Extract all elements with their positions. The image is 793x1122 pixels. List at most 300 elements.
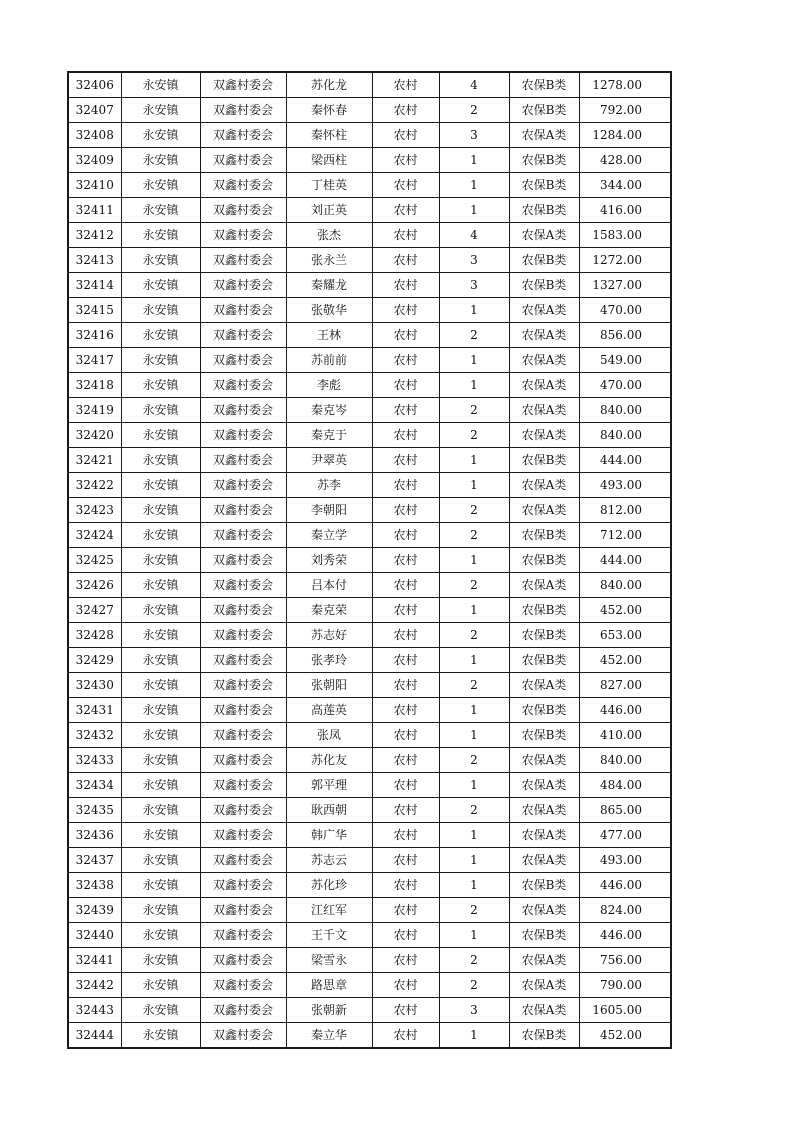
village-committee-cell: 双鑫村委会 [200, 1023, 286, 1049]
table-row [68, 448, 671, 473]
town-cell: 永安镇 [121, 598, 200, 623]
village-committee-cell: 双鑫村委会 [200, 323, 286, 348]
village-committee-cell: 双鑫村委会 [200, 448, 286, 473]
row-number-cell: 32409 [68, 148, 121, 173]
insurance-category-cell: 农保B类 [509, 198, 579, 223]
insurance-category-cell: 农保B类 [509, 623, 579, 648]
row-number-cell: 32436 [68, 823, 121, 848]
insurance-category-cell: 农保B类 [509, 723, 579, 748]
row-number-cell: 32406 [68, 72, 121, 98]
table-row [68, 398, 671, 423]
table-row [68, 72, 671, 98]
name-cell: 苏李 [286, 473, 372, 498]
insurance-category-cell: 农保A类 [509, 498, 579, 523]
insurance-category-cell: 农保A类 [509, 823, 579, 848]
village-committee-cell: 双鑫村委会 [200, 473, 286, 498]
household-type-cell: 农村 [372, 973, 439, 998]
village-committee-cell: 双鑫村委会 [200, 173, 286, 198]
amount-cell: 493.00 [579, 848, 671, 873]
amount-cell: 1583.00 [579, 223, 671, 248]
insurance-category-cell: 农保B类 [509, 523, 579, 548]
amount-cell: 856.00 [579, 323, 671, 348]
village-committee-cell: 双鑫村委会 [200, 798, 286, 823]
name-cell: 张敬华 [286, 298, 372, 323]
name-cell: 苏化珍 [286, 873, 372, 898]
amount-cell: 444.00 [579, 448, 671, 473]
amount-cell: 1284.00 [579, 123, 671, 148]
name-cell: 王林 [286, 323, 372, 348]
village-committee-cell: 双鑫村委会 [200, 848, 286, 873]
name-cell: 尹翠英 [286, 448, 372, 473]
amount-cell: 790.00 [579, 973, 671, 998]
table-row [68, 348, 671, 373]
insurance-category-cell: 农保B类 [509, 173, 579, 198]
village-committee-cell: 双鑫村委会 [200, 498, 286, 523]
insurance-category-cell: 农保B类 [509, 598, 579, 623]
town-cell: 永安镇 [121, 273, 200, 298]
name-cell: 秦克荣 [286, 598, 372, 623]
village-committee-cell: 双鑫村委会 [200, 598, 286, 623]
town-cell: 永安镇 [121, 298, 200, 323]
insurance-category-cell: 农保B类 [509, 248, 579, 273]
town-cell: 永安镇 [121, 123, 200, 148]
town-cell: 永安镇 [121, 573, 200, 598]
name-cell: 苏志云 [286, 848, 372, 873]
people-count-cell: 2 [439, 423, 509, 448]
row-number-cell: 32437 [68, 848, 121, 873]
people-count-cell: 1 [439, 373, 509, 398]
amount-cell: 840.00 [579, 573, 671, 598]
household-type-cell: 农村 [372, 123, 439, 148]
row-number-cell: 32426 [68, 573, 121, 598]
village-committee-cell: 双鑫村委会 [200, 873, 286, 898]
people-count-cell: 1 [439, 773, 509, 798]
village-committee-cell: 双鑫村委会 [200, 72, 286, 98]
household-type-cell: 农村 [372, 673, 439, 698]
amount-cell: 1327.00 [579, 273, 671, 298]
town-cell: 永安镇 [121, 98, 200, 123]
table-row [68, 248, 671, 273]
table-row [68, 923, 671, 948]
people-count-cell: 2 [439, 98, 509, 123]
row-number-cell: 32427 [68, 598, 121, 623]
table-row [68, 473, 671, 498]
amount-cell: 470.00 [579, 373, 671, 398]
village-committee-cell: 双鑫村委会 [200, 723, 286, 748]
household-type-cell: 农村 [372, 348, 439, 373]
town-cell: 永安镇 [121, 323, 200, 348]
row-number-cell: 32429 [68, 648, 121, 673]
name-cell: 苏化友 [286, 748, 372, 773]
table-row [68, 823, 671, 848]
amount-cell: 756.00 [579, 948, 671, 973]
people-count-cell: 3 [439, 248, 509, 273]
amount-cell: 484.00 [579, 773, 671, 798]
table-row [68, 598, 671, 623]
table-row [68, 648, 671, 673]
table-row [68, 98, 671, 123]
household-type-cell: 农村 [372, 773, 439, 798]
people-count-cell: 1 [439, 823, 509, 848]
name-cell: 吕本付 [286, 573, 372, 598]
people-count-cell: 1 [439, 923, 509, 948]
people-count-cell: 1 [439, 348, 509, 373]
name-cell: 秦耀龙 [286, 273, 372, 298]
amount-cell: 827.00 [579, 673, 671, 698]
row-number-cell: 32422 [68, 473, 121, 498]
insurance-category-cell: 农保A类 [509, 473, 579, 498]
name-cell: 高莲英 [286, 698, 372, 723]
people-count-cell: 1 [439, 198, 509, 223]
people-count-cell: 2 [439, 398, 509, 423]
roster-table-body [68, 72, 671, 1048]
name-cell: 刘秀荣 [286, 548, 372, 573]
household-type-cell: 农村 [372, 798, 439, 823]
table-row [68, 423, 671, 448]
village-committee-cell: 双鑫村委会 [200, 348, 286, 373]
table-row [68, 148, 671, 173]
people-count-cell: 2 [439, 323, 509, 348]
people-count-cell: 2 [439, 948, 509, 973]
household-type-cell: 农村 [372, 598, 439, 623]
amount-cell: 446.00 [579, 698, 671, 723]
row-number-cell: 32416 [68, 323, 121, 348]
row-number-cell: 32432 [68, 723, 121, 748]
village-committee-cell: 双鑫村委会 [200, 673, 286, 698]
insurance-category-cell: 农保B类 [509, 148, 579, 173]
household-type-cell: 农村 [372, 98, 439, 123]
insurance-category-cell: 农保B类 [509, 923, 579, 948]
insurance-category-cell: 农保B类 [509, 648, 579, 673]
amount-cell: 446.00 [579, 923, 671, 948]
people-count-cell: 2 [439, 523, 509, 548]
village-committee-cell: 双鑫村委会 [200, 298, 286, 323]
table-row [68, 673, 671, 698]
town-cell: 永安镇 [121, 473, 200, 498]
row-number-cell: 32423 [68, 498, 121, 523]
amount-cell: 446.00 [579, 873, 671, 898]
insurance-category-cell: 农保B类 [509, 72, 579, 98]
household-type-cell: 农村 [372, 398, 439, 423]
name-cell: 秦怀春 [286, 98, 372, 123]
town-cell: 永安镇 [121, 773, 200, 798]
roster-table [67, 71, 672, 1049]
village-committee-cell: 双鑫村委会 [200, 648, 286, 673]
name-cell: 耿西朝 [286, 798, 372, 823]
amount-cell: 549.00 [579, 348, 671, 373]
row-number-cell: 32408 [68, 123, 121, 148]
name-cell: 张杰 [286, 223, 372, 248]
table-row [68, 848, 671, 873]
table-row [68, 573, 671, 598]
amount-cell: 428.00 [579, 148, 671, 173]
household-type-cell: 农村 [372, 648, 439, 673]
name-cell: 张孝玲 [286, 648, 372, 673]
row-number-cell: 32442 [68, 973, 121, 998]
village-committee-cell: 双鑫村委会 [200, 823, 286, 848]
table-row [68, 123, 671, 148]
row-number-cell: 32435 [68, 798, 121, 823]
household-type-cell: 农村 [372, 848, 439, 873]
village-committee-cell: 双鑫村委会 [200, 98, 286, 123]
village-committee-cell: 双鑫村委会 [200, 273, 286, 298]
insurance-category-cell: 农保B类 [509, 98, 579, 123]
village-committee-cell: 双鑫村委会 [200, 123, 286, 148]
amount-cell: 865.00 [579, 798, 671, 823]
town-cell: 永安镇 [121, 398, 200, 423]
people-count-cell: 2 [439, 673, 509, 698]
insurance-category-cell: 农保A类 [509, 973, 579, 998]
people-count-cell: 2 [439, 573, 509, 598]
people-count-cell: 1 [439, 598, 509, 623]
household-type-cell: 农村 [372, 298, 439, 323]
name-cell: 李朝阳 [286, 498, 372, 523]
village-committee-cell: 双鑫村委会 [200, 148, 286, 173]
row-number-cell: 32417 [68, 348, 121, 373]
village-committee-cell: 双鑫村委会 [200, 373, 286, 398]
town-cell: 永安镇 [121, 873, 200, 898]
insurance-category-cell: 农保A类 [509, 748, 579, 773]
row-number-cell: 32440 [68, 923, 121, 948]
insurance-category-cell: 农保A类 [509, 323, 579, 348]
insurance-category-cell: 农保A类 [509, 798, 579, 823]
insurance-category-cell: 农保A类 [509, 223, 579, 248]
people-count-cell: 1 [439, 1023, 509, 1049]
town-cell: 永安镇 [121, 898, 200, 923]
insurance-category-cell: 农保B类 [509, 548, 579, 573]
insurance-category-cell: 农保A类 [509, 298, 579, 323]
amount-cell: 812.00 [579, 498, 671, 523]
name-cell: 郭平理 [286, 773, 372, 798]
people-count-cell: 1 [439, 723, 509, 748]
name-cell: 秦立华 [286, 1023, 372, 1049]
people-count-cell: 2 [439, 973, 509, 998]
people-count-cell: 2 [439, 798, 509, 823]
insurance-category-cell: 农保B类 [509, 273, 579, 298]
amount-cell: 1605.00 [579, 998, 671, 1023]
village-committee-cell: 双鑫村委会 [200, 623, 286, 648]
household-type-cell: 农村 [372, 1023, 439, 1049]
people-count-cell: 1 [439, 873, 509, 898]
name-cell: 王千文 [286, 923, 372, 948]
insurance-category-cell: 农保A类 [509, 998, 579, 1023]
amount-cell: 493.00 [579, 473, 671, 498]
table-row [68, 548, 671, 573]
insurance-category-cell: 农保A类 [509, 773, 579, 798]
insurance-category-cell: 农保B类 [509, 873, 579, 898]
amount-cell: 824.00 [579, 898, 671, 923]
household-type-cell: 农村 [372, 498, 439, 523]
row-number-cell: 32413 [68, 248, 121, 273]
name-cell: 路思章 [286, 973, 372, 998]
household-type-cell: 农村 [372, 873, 439, 898]
village-committee-cell: 双鑫村委会 [200, 748, 286, 773]
people-count-cell: 2 [439, 623, 509, 648]
household-type-cell: 农村 [372, 473, 439, 498]
table-row [68, 323, 671, 348]
town-cell: 永安镇 [121, 523, 200, 548]
name-cell: 张永兰 [286, 248, 372, 273]
household-type-cell: 农村 [372, 823, 439, 848]
amount-cell: 452.00 [579, 598, 671, 623]
row-number-cell: 32410 [68, 173, 121, 198]
row-number-cell: 32425 [68, 548, 121, 573]
town-cell: 永安镇 [121, 648, 200, 673]
people-count-cell: 3 [439, 998, 509, 1023]
row-number-cell: 32443 [68, 998, 121, 1023]
household-type-cell: 农村 [372, 898, 439, 923]
amount-cell: 410.00 [579, 723, 671, 748]
table-row [68, 998, 671, 1023]
people-count-cell: 1 [439, 648, 509, 673]
insurance-category-cell: 农保B类 [509, 1023, 579, 1049]
name-cell: 张朝新 [286, 998, 372, 1023]
insurance-category-cell: 农保A类 [509, 898, 579, 923]
village-committee-cell: 双鑫村委会 [200, 998, 286, 1023]
row-number-cell: 32434 [68, 773, 121, 798]
row-number-cell: 32431 [68, 698, 121, 723]
row-number-cell: 32419 [68, 398, 121, 423]
table-row [68, 173, 671, 198]
people-count-cell: 1 [439, 473, 509, 498]
people-count-cell: 2 [439, 498, 509, 523]
people-count-cell: 3 [439, 123, 509, 148]
amount-cell: 452.00 [579, 1023, 671, 1049]
table-row [68, 1023, 671, 1049]
household-type-cell: 农村 [372, 748, 439, 773]
town-cell: 永安镇 [121, 548, 200, 573]
village-committee-cell: 双鑫村委会 [200, 548, 286, 573]
household-type-cell: 农村 [372, 573, 439, 598]
amount-cell: 653.00 [579, 623, 671, 648]
table-row [68, 623, 671, 648]
table-row [68, 698, 671, 723]
name-cell: 张凤 [286, 723, 372, 748]
people-count-cell: 2 [439, 898, 509, 923]
amount-cell: 840.00 [579, 423, 671, 448]
town-cell: 永安镇 [121, 1023, 200, 1049]
row-number-cell: 32414 [68, 273, 121, 298]
row-number-cell: 32412 [68, 223, 121, 248]
household-type-cell: 农村 [372, 273, 439, 298]
village-committee-cell: 双鑫村委会 [200, 698, 286, 723]
household-type-cell: 农村 [372, 698, 439, 723]
town-cell: 永安镇 [121, 948, 200, 973]
town-cell: 永安镇 [121, 248, 200, 273]
table-row [68, 498, 671, 523]
row-number-cell: 32433 [68, 748, 121, 773]
name-cell: 秦怀柱 [286, 123, 372, 148]
table-row [68, 873, 671, 898]
town-cell: 永安镇 [121, 348, 200, 373]
household-type-cell: 农村 [372, 923, 439, 948]
insurance-category-cell: 农保A类 [509, 573, 579, 598]
name-cell: 梁西柱 [286, 148, 372, 173]
town-cell: 永安镇 [121, 498, 200, 523]
row-number-cell: 32439 [68, 898, 121, 923]
village-committee-cell: 双鑫村委会 [200, 573, 286, 598]
town-cell: 永安镇 [121, 173, 200, 198]
table-row [68, 523, 671, 548]
people-count-cell: 1 [439, 148, 509, 173]
town-cell: 永安镇 [121, 673, 200, 698]
table-row [68, 798, 671, 823]
household-type-cell: 农村 [372, 323, 439, 348]
household-type-cell: 农村 [372, 548, 439, 573]
row-number-cell: 32428 [68, 623, 121, 648]
name-cell: 秦克岑 [286, 398, 372, 423]
amount-cell: 1272.00 [579, 248, 671, 273]
village-committee-cell: 双鑫村委会 [200, 248, 286, 273]
town-cell: 永安镇 [121, 72, 200, 98]
amount-cell: 840.00 [579, 748, 671, 773]
village-committee-cell: 双鑫村委会 [200, 898, 286, 923]
insurance-category-cell: 农保A类 [509, 373, 579, 398]
household-type-cell: 农村 [372, 72, 439, 98]
town-cell: 永安镇 [121, 973, 200, 998]
town-cell: 永安镇 [121, 798, 200, 823]
household-type-cell: 农村 [372, 998, 439, 1023]
name-cell: 韩广华 [286, 823, 372, 848]
table-row [68, 948, 671, 973]
insurance-category-cell: 农保A类 [509, 398, 579, 423]
name-cell: 梁雪永 [286, 948, 372, 973]
village-committee-cell: 双鑫村委会 [200, 523, 286, 548]
row-number-cell: 32415 [68, 298, 121, 323]
village-committee-cell: 双鑫村委会 [200, 973, 286, 998]
table-row [68, 273, 671, 298]
row-number-cell: 32421 [68, 448, 121, 473]
people-count-cell: 4 [439, 72, 509, 98]
table-row [68, 223, 671, 248]
household-type-cell: 农村 [372, 223, 439, 248]
table-row [68, 973, 671, 998]
household-type-cell: 农村 [372, 373, 439, 398]
insurance-category-cell: 农保A类 [509, 948, 579, 973]
row-number-cell: 32444 [68, 1023, 121, 1049]
town-cell: 永安镇 [121, 423, 200, 448]
amount-cell: 1278.00 [579, 72, 671, 98]
town-cell: 永安镇 [121, 698, 200, 723]
people-count-cell: 4 [439, 223, 509, 248]
name-cell: 张朝阳 [286, 673, 372, 698]
amount-cell: 344.00 [579, 173, 671, 198]
amount-cell: 840.00 [579, 398, 671, 423]
household-type-cell: 农村 [372, 423, 439, 448]
insurance-category-cell: 农保B类 [509, 698, 579, 723]
village-committee-cell: 双鑫村委会 [200, 398, 286, 423]
amount-cell: 452.00 [579, 648, 671, 673]
row-number-cell: 32420 [68, 423, 121, 448]
village-committee-cell: 双鑫村委会 [200, 423, 286, 448]
household-type-cell: 农村 [372, 148, 439, 173]
household-type-cell: 农村 [372, 723, 439, 748]
name-cell: 苏化龙 [286, 72, 372, 98]
table-row [68, 298, 671, 323]
household-type-cell: 农村 [372, 198, 439, 223]
people-count-cell: 1 [439, 848, 509, 873]
table-row [68, 898, 671, 923]
row-number-cell: 32418 [68, 373, 121, 398]
table-row [68, 748, 671, 773]
town-cell: 永安镇 [121, 198, 200, 223]
household-type-cell: 农村 [372, 523, 439, 548]
town-cell: 永安镇 [121, 748, 200, 773]
row-number-cell: 32430 [68, 673, 121, 698]
household-type-cell: 农村 [372, 448, 439, 473]
people-count-cell: 1 [439, 698, 509, 723]
row-number-cell: 32407 [68, 98, 121, 123]
